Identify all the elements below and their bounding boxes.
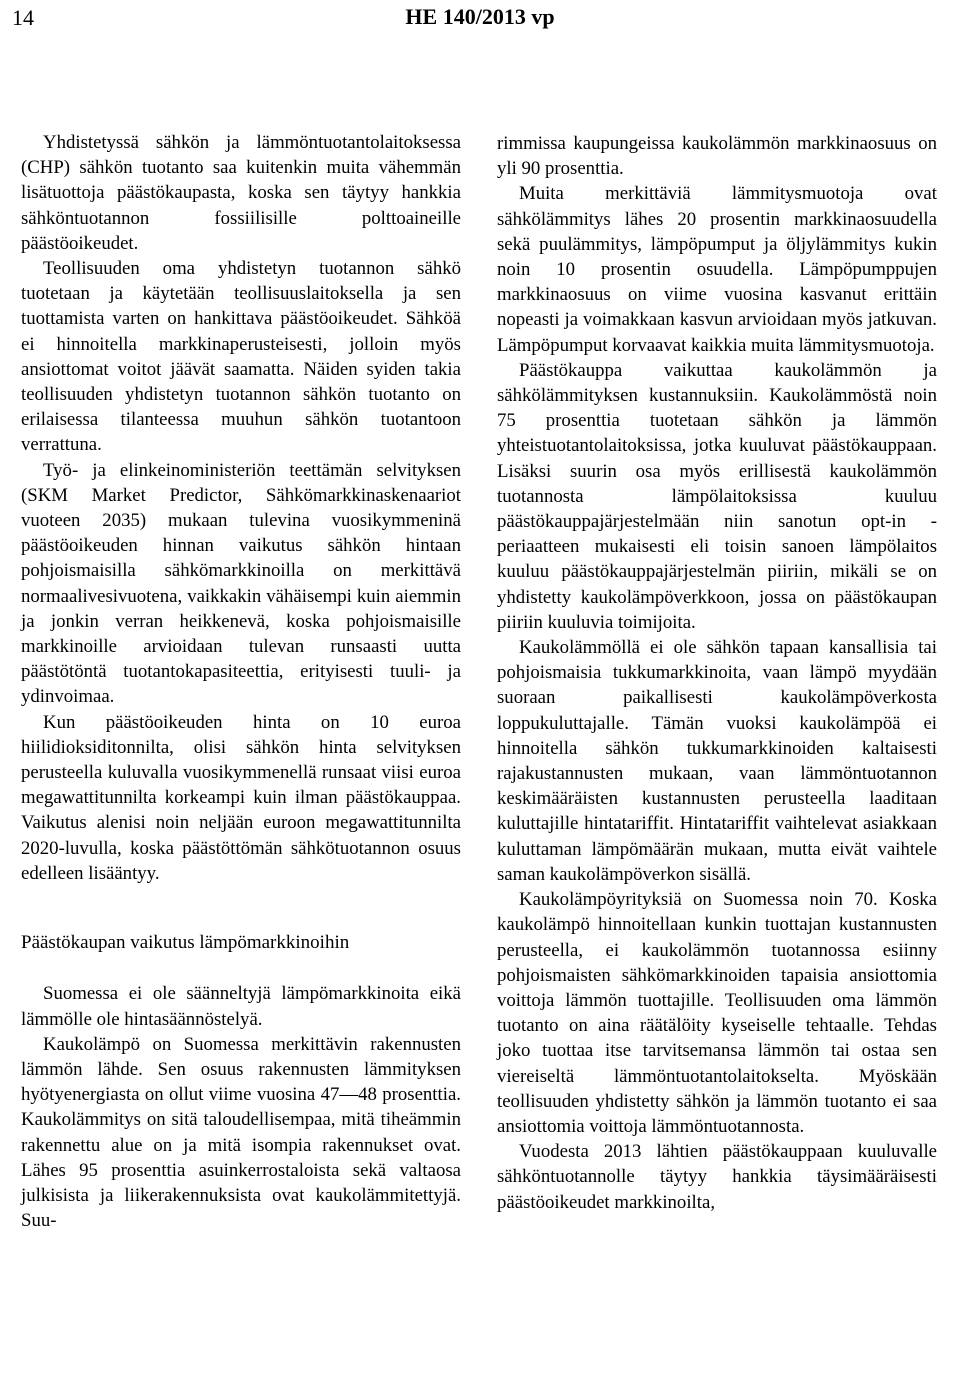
paragraph: Päästökauppa vaikuttaa kaukolämmön ja sähkölämmityksen kustannuksiin. Kaukolämmöstä noin 75 prosenttia tuotetaan sähkön ja lämmön yhteistuotantolaitoksissa, jotka kuuluvat päästökauppaan. Lisäksi suurin osa myös erillisestä kaukolämmön tuotannosta lämpölaitoksissa kuuluu päästökauppajärjestelmään niin sanotun opt-in -periaatteen mukaisesti eli toisin sanoen lämpölaitos kuuluu päästökauppajärjestelmän piiriin, mikäli se on yhdistetty kaukolämpöverkkoon, jossa on päästökaupan piiriin kuuluvia toimijoita. [497, 359, 937, 633]
paragraph: Kun päästöoikeuden hinta on 10 euroa hiilidioksiditonnilta, olisi sähkön hinta selvityksen perusteella kuluvalla vuosikymmenellä runsaat viisi euroa megawattitunnilta korkeampi kuin ilman päästökauppaa. Vaikutus alenisi noin neljään euroon megawattitunnilta 2020-luvulla, koska päästöttömän sähkötuotannon osuus edelleen lisääntyy. [21, 711, 461, 884]
paragraph: Teollisuuden oma yhdistetyn tuotannon sähkö tuotetaan ja käytetään teollisuuslaitoksella ja sen tuottamista varten on hankittava päästöoikeudet. Sähköä ei hinnoitella markkinaperusteisesti, jolloin myös ansiottomat voitot jäävät saamatta. Näiden syiden takia teollisuuden yhdistetyn tuotannon sähkön tuotanto on erilaisessa tilanteessa muuhun sähkön tuotantoon verrattuna. [21, 258, 461, 456]
right-column [497, 131, 937, 1215]
section-heading: Päästökaupan vaikutus lämpömarkkinoihin [21, 932, 350, 954]
paragraph: Yhdistetyssä sähkön ja lämmöntuotantolaitoksessa (CHP) sähkön tuotanto saa kuitenkin muita vähemmän lisätuottoja päästökaupasta, koska sen täytyy hankkia sähköntuotannon fossiilisille polttoaineille päästöoikeudet. [21, 132, 461, 254]
left-column [21, 130, 461, 1233]
paragraph: Muita merkittäviä lämmitysmuotoja ovat sähkölämmitys lähes 20 prosentin markkinaosuudella sekä puulämmitys, lämpöpumput ja öljylämmitys kukin noin 10 prosentin osuudella. Lämpöpumppujen markkinaosuus on viime vuosina kasvanut erittäin nopeasti ja voimakkaan kasvun arvioidaan myös jatkuvan. Lämpöpumput korvaavat kaikkia muita lämmitysmuotoja. [497, 183, 937, 356]
paragraph: Vuodesta 2013 lähtien päästökauppaan kuuluvalle sähköntuotannolle täytyy hankkia täysimääräisesti päästöoikeudet markkinoilta, [497, 1141, 937, 1213]
page-number: 14 [12, 5, 34, 30]
paragraph: Työ- ja elinkeinoministeriön teettämän selvityksen (SKM Market Predictor, Sähkömarkkinaskenaariot vuoteen 2035) mukaan tulevina vuosikymmeninä päästöoikeuden hinnan vaikutus sähkön hintaan pohjoismaisilla sähkömarkkinoilla on merkittävä normaalivesivuotena, vaikkakin vähäisempi kuin aiemmin ja jonkin verran heikkenevä, koska pohjoismaisille markkinoille arvioidaan tulevan runsaasti uutta päästötöntä tuotantokapasiteettia, erityisesti tuuli- ja ydinvoimaa. [21, 459, 461, 708]
paragraph: Kaukolämpöyrityksiä on Suomessa noin 70. Koska kaukolämpö hinnoitellaan kunkin tuottajan kustannusten perusteella, ei kaukolämmön tuotannossa esiinny pohjoismaisten sähkömarkkinoiden tapaisia ansiottomia voittoja lämmön tuottajille. Teollisuuden oma lämmön tuotanto on aina räätälöity kyseiselle tehtaalle. Tehdas joko tuottaa itse tarvitsemansa lämmön tai ostaa sen viereiseltä lämmöntuotantolaitokselta. Myöskään teollisuuden yhdistetty sähkön ja lämmön tuotanto ei saa ansiottomia voittoja lämmöntuotannosta. [497, 889, 937, 1137]
paragraph: Kaukolämpö on Suomessa merkittävin rakennusten lämmön lähde. Sen osuus rakennusten lämmityksen hyötyenergiasta on ollut viime vuosina 47—48 prosenttia. Kaukolämmitys on sitä taloudellisempaa, mitä tiheämmin rakennettu alue on ja mitä isompia rakennukset ovat. Lähes 95 prosenttia asuinkerrostaloista sekä valtaosa julkisista ja liikerakennuksista ovat kaukolämmitettyjä. Suu- [21, 1033, 461, 1232]
document-id: HE 140/2013 vp [405, 4, 555, 29]
paragraph: Kaukolämmöllä ei ole sähkön tapaan kansallisia tai pohjoismaisia tukkumarkkinoita, vaan lämpö myydään suoraan paikallisesti kaukolämpöverkosta loppukuluttajalle. Tämän vuoksi kaukolämpöä ei hinnoitella sähkön tukkumarkkinoiden kaltaisesti rajakustannusten mukaan, vaan lämmöntuotannon keskimääräisten kustannusten perusteella laaditaan kuluttajille hintatariffit. Hintatariffit vaihtelevat asiakkaan kuluttaman lämpömäärän mukaan, mutta eivät vaihtele saman kaukolämpöverkon sisällä. [497, 637, 937, 885]
paragraph: Suomessa ei ole säänneltyjä lämpömarkkinoita eikä lämmölle ole hintasäännöstelyä. [21, 983, 461, 1030]
paragraph: rimmissa kaupungeissa kaukolämmön markkinaosuus on yli 90 prosenttia. [497, 133, 937, 180]
